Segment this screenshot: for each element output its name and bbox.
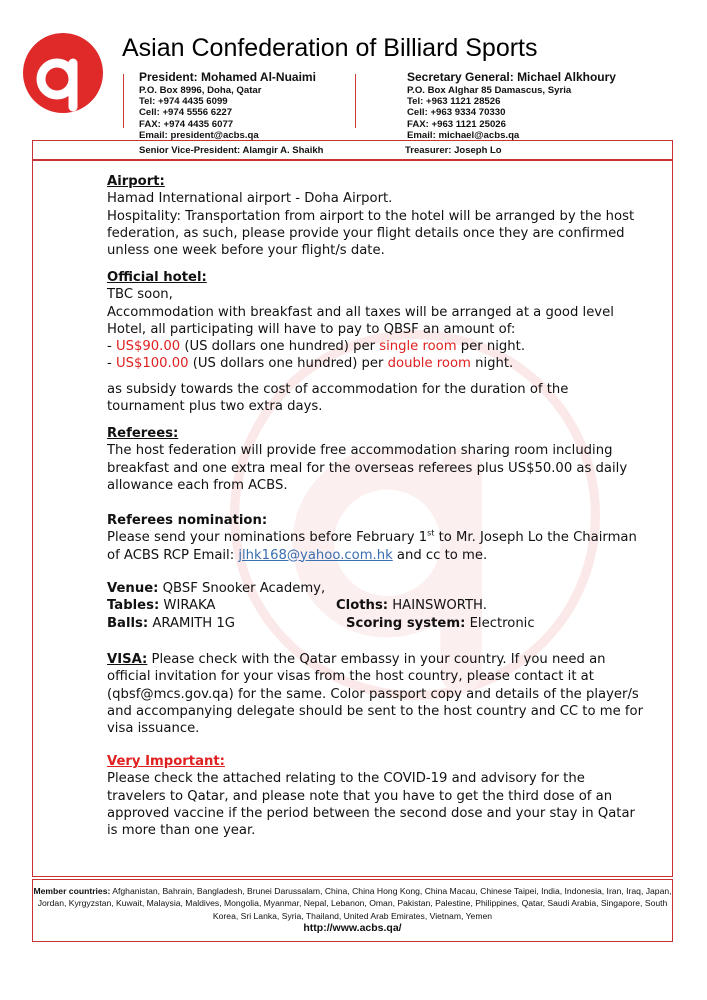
senior-vice-president: Senior Vice-President: Alamgir A. Shaikh <box>139 145 324 156</box>
secretary-fax: FAX: +963 1121 25026 <box>407 118 506 130</box>
nomination-text: Please send your nominations before February 1st to Mr. Joseph Lo the Chairman of ACBS RCP Email: jlhk168@yahoo.com.hk and cc to me. <box>107 528 637 563</box>
visa-section <box>107 651 647 737</box>
important-heading: Very Important: <box>107 754 225 769</box>
secretary-name: Secretary General: Michael Alkhoury <box>407 70 616 84</box>
website-link[interactable]: http://www.acbs.qa/ <box>303 922 402 935</box>
referees-section <box>107 425 647 494</box>
president-block <box>139 70 316 141</box>
nomination-heading: Referees nomination: <box>107 513 268 528</box>
president-fax: FAX: +974 4435 6077 <box>139 118 234 130</box>
secretary-email: Email: michael@acbs.qa <box>407 129 520 141</box>
president-email: Email: president@acbs.qa <box>139 129 259 141</box>
secretary-block <box>407 70 616 141</box>
referees-heading: Referees: <box>107 426 179 441</box>
header-divider-middle <box>355 74 356 128</box>
scoring-line: Scoring system: Electronic <box>346 616 535 631</box>
secretary-cell: Cell: +963 9334 70330 <box>407 107 506 119</box>
referee-email-link[interactable]: jlhk168@yahoo.com.hk <box>238 547 393 563</box>
president-tel: Tel: +974 4435 6099 <box>139 96 228 108</box>
airport-heading: Airport: <box>107 174 165 189</box>
president-address: P.O. Box 8996, Doha, Qatar <box>139 85 262 96</box>
visa-text: Please check with the Qatar embassy in your country. If you need an official invitation for your visas from the host country, please contact it at (qbsf@mcs.gov.qa) for the same. Color passport copy and details of the player/s and accompanying delegate should be sent to the host country and CC to me for visa issuance. <box>107 652 644 737</box>
hotel-subsidy: as subsidy towards the cost of accommodation for the duration of the tournament plus two extra days. <box>107 381 569 415</box>
tables-line: Tables: WIRAKA <box>107 598 216 613</box>
hotel-status: TBC soon, <box>107 287 173 303</box>
member-countries-footer <box>32 879 673 942</box>
referees-text: The host federation will provide free accommodation sharing room including breakfast and one extra meal for the overseas referees plus US$50.00 as daily allowance each from ACBS. <box>107 443 628 493</box>
organization-name: Asian Confederation of Billiard Sports <box>122 34 538 62</box>
balls-line: Balls: ARAMITH 1G <box>107 616 236 631</box>
hotel-heading: Official hotel: <box>107 270 207 285</box>
secretary-address: P.O. Box Alghar 85 Damascus, Syria <box>407 85 572 96</box>
treasurer: Treasurer: Joseph Lo <box>405 145 502 156</box>
double-room-rate: - US$100.00 (US dollars one hundred) per double room night. <box>107 356 514 372</box>
airport-name: Hamad International airport - Doha Airport. <box>107 191 393 207</box>
member-countries: Member countries: Afghanistan, Bahrain, Bangladesh, Brunei Darussalam, China, China Hong Kong, China Macau, Chinese Taipei, India, Indonesia, Iran, Iraq, Japan, Jordan, Kyrgyzstan, Kuwait, Malaysia, Maldives, Mongolia, Myanmar, Nepal, Lebanon, Oman, Pakistan, Palestine, Philippines, Qatar, Saudi Arabia, Singapore, South Korea, Sri Lanka, Syria, Thailand, United Arab Emirates, Vietnam, Yemen <box>33 886 672 921</box>
cloths-line: Cloths: HAINSWORTH. <box>336 598 487 613</box>
officers-bar <box>32 140 673 160</box>
important-text: Please check the attached relating to the COVID-19 and advisory for the travelers to Qatar, and please note that you have to get the third dose of an approved vaccine if the period between the second dose and your stay in Qatar is more than one year. <box>107 771 635 839</box>
header-divider-left <box>123 74 124 128</box>
president-cell: Cell: +974 5556 6227 <box>139 107 233 119</box>
venue-line: Venue: QBSF Snooker Academy, <box>107 581 326 596</box>
important-section <box>107 753 647 839</box>
secretary-tel: Tel: +963 1121 28526 <box>407 96 501 108</box>
airport-section <box>107 173 647 259</box>
president-name: President: Mohamed Al-Nuaimi <box>139 70 316 84</box>
hotel-section <box>107 269 647 415</box>
hotel-description: Accommodation with breakfast and all taxes will be arranged at a good level Hotel, all participating will have to pay to QBSF an amount of: <box>107 304 614 337</box>
airport-hospitality: Hospitality: Transportation from airport to the hotel will be arranged by the host federation, as such, please provide your flight details once they are confirmed unless one week before your flight/s date. <box>107 208 635 259</box>
visa-heading: VISA: <box>107 652 148 667</box>
nomination-section <box>107 512 647 564</box>
single-room-rate: - US$90.00 (US dollars one hundred) per single room per night. <box>107 339 526 355</box>
acbs-logo <box>23 33 103 113</box>
